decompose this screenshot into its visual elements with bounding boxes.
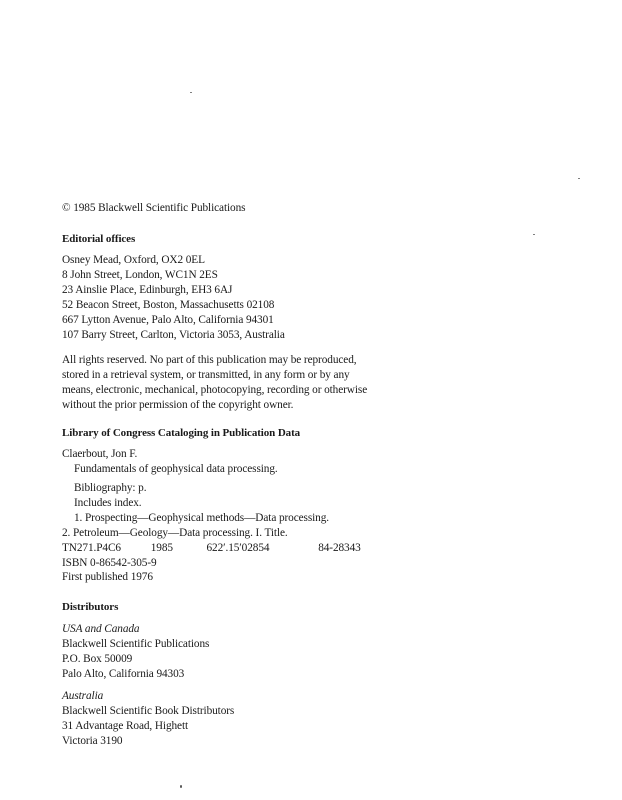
first-published: First published 1976: [62, 571, 153, 583]
address-line: 52 Beacon Street, Boston, Massachusetts 02108: [62, 299, 275, 311]
cip-lccn: 84-28343: [318, 542, 361, 554]
cip-classification-row: [62, 541, 361, 556]
editorial-offices-heading: Editorial offices: [62, 233, 136, 245]
rights-statement: [62, 353, 367, 413]
cip-subject-2: 2. Petroleum—Geology—Data processing. I. Title.: [62, 527, 288, 539]
cip-title: Fundamentals of geophysical data processing.: [74, 463, 278, 475]
distributors-heading: Distributors: [62, 601, 119, 613]
distributor-line: Palo Alto, California 94303: [62, 668, 185, 680]
cip-author: Claerbout, Jon F.: [62, 448, 138, 460]
cip-dewey: 622′.15′02854: [206, 542, 270, 554]
copyright-notice-block: [62, 201, 245, 216]
address-line: Osney Mead, Oxford, OX2 0EL: [62, 254, 205, 266]
rights-line: means, electronic, mechanical, photocopying, recording or otherwise: [62, 384, 368, 396]
editorial-offices-section: [62, 232, 285, 343]
distributor-line: 31 Advantage Road, Highett: [62, 720, 189, 732]
region-usa-canada: USA and Canada: [62, 623, 140, 635]
cip-bibliography: Bibliography: p.: [74, 482, 147, 494]
distributors-section: [62, 600, 234, 749]
address-line: 23 Ainslie Place, Edinburgh, EH3 6AJ: [62, 284, 233, 296]
region-australia: Australia: [62, 690, 104, 702]
copyright-notice: © 1985 Blackwell Scientific Publications: [62, 202, 246, 214]
distributor-line: Blackwell Scientific Publications: [62, 638, 210, 650]
scan-speck: [578, 178, 580, 179]
cip-heading: Library of Congress Cataloging in Publication Data: [62, 427, 301, 439]
address-line: 667 Lytton Avenue, Palo Alto, California 94301: [62, 314, 274, 326]
address-line: 107 Barry Street, Carlton, Victoria 3053, Australia: [62, 329, 285, 341]
distributor-line: P.O. Box 50009: [62, 653, 133, 665]
rights-line: without the prior permission of the copyright owner.: [62, 399, 294, 411]
cip-subject-1: 1. Prospecting—Geophysical methods—Data processing.: [74, 512, 329, 524]
scan-speck: [190, 92, 192, 93]
cip-isbn: ISBN 0-86542-305-9: [62, 557, 157, 569]
distributor-line: Victoria 3190: [62, 735, 123, 747]
first-published-block: [62, 570, 153, 585]
cip-call-number: TN271.P4C6: [62, 542, 121, 554]
distributor-line: Blackwell Scientific Book Distributors: [62, 705, 235, 717]
rights-line: stored in a retrieval system, or transmitted, in any form or by any: [62, 369, 350, 381]
cip-section: [62, 426, 361, 571]
address-line: 8 John Street, London, WC1N 2ES: [62, 269, 218, 281]
rights-line: All rights reserved. No part of this publication may be reproduced,: [62, 354, 357, 366]
cip-year: 1985: [150, 542, 173, 554]
scan-speck: [180, 785, 182, 788]
scan-speck: [533, 234, 535, 235]
cip-index: Includes index.: [74, 497, 142, 509]
